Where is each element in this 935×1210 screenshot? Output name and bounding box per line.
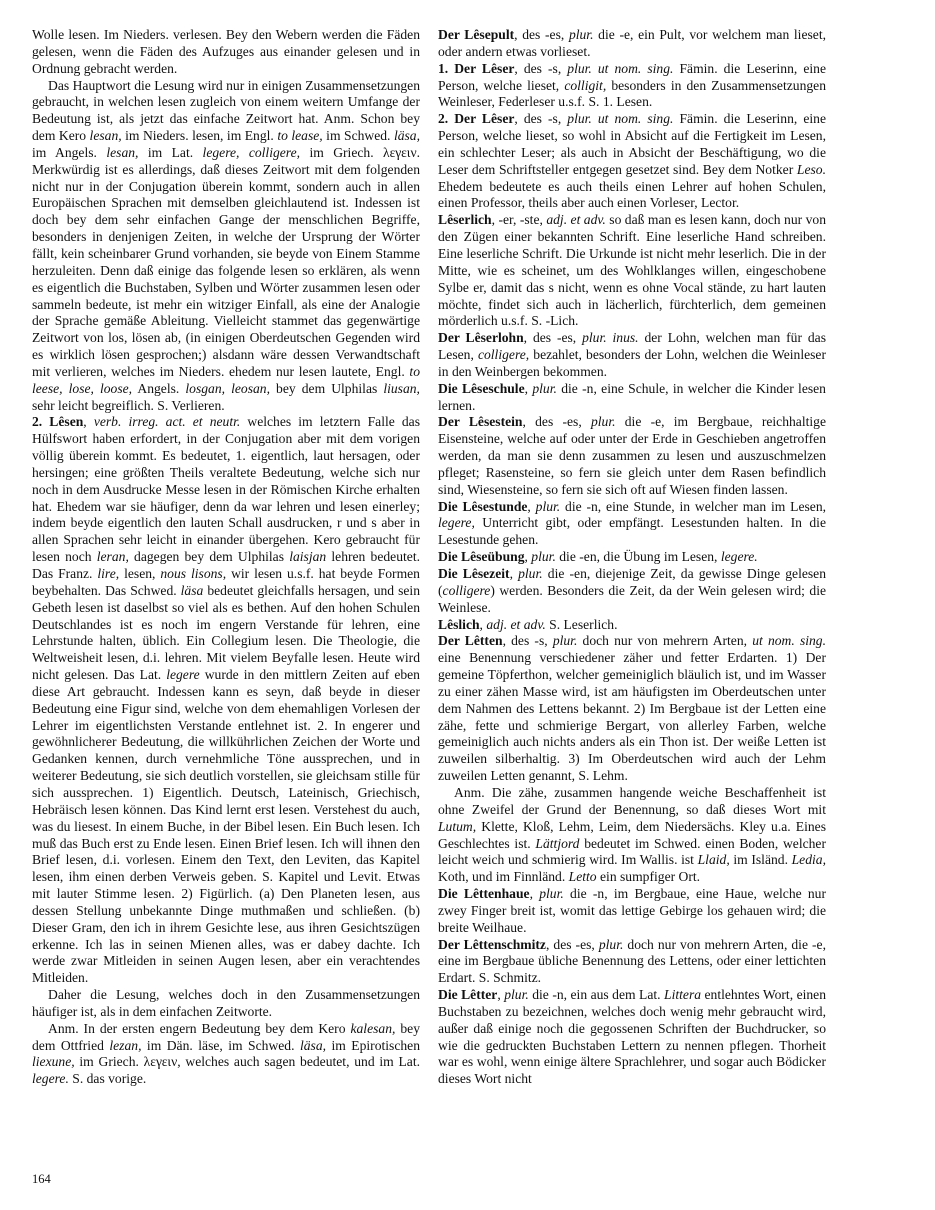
body-text: Ehedem bedeutete es auch theils einen Lehrer auf hohen Schulen, einen Professor, theils aber auch einen Vorleser, Lector.	[438, 178, 826, 211]
entry-headword: Die Lêttenhaue	[438, 886, 530, 902]
italic-text: kalesan,	[350, 1020, 396, 1036]
italic-text: liexune,	[32, 1054, 75, 1070]
italic-text: plur. inus.	[582, 330, 639, 346]
italic-text: adj. et adv.	[486, 616, 546, 632]
paragraph	[438, 381, 826, 415]
paragraph	[438, 212, 826, 330]
body-text: Anm. Die zähe, zusammen hangende weiche Beschaffenheit ist ohne Zweifel der Grund der Benennung, so daß dieses Wort mit	[438, 784, 826, 817]
body-text: sehr leicht begreiflich. S. Verlieren.	[32, 397, 225, 413]
paragraph	[438, 937, 826, 988]
paragraph	[438, 111, 826, 212]
italic-text: laisjan	[289, 549, 327, 565]
body-text: , des -es,	[545, 936, 599, 952]
italic-text: adj. et adv.	[546, 212, 606, 228]
italic-text: plur.	[539, 886, 564, 902]
body-text: die -n, im Bergbaue, eine Haue, welche nur zwey Finger breit ist, womit das lettige Gebirge los gehauen wird; die breite Weilhaue.	[438, 886, 827, 935]
italic-text: legere	[166, 667, 200, 683]
entry-headword: 1. Der Lêser	[438, 60, 515, 76]
italic-text: lire,	[97, 566, 120, 581]
body-text: , des -es,	[514, 27, 569, 42]
body-text: wir lesen u.s.f. hat beyde Formen beybehalten. Das Schwed.	[32, 566, 420, 598]
body-text: ,	[509, 566, 519, 581]
body-text: , des -s,	[514, 60, 568, 76]
entry-headword: Die Lêsestunde	[438, 498, 528, 514]
italic-text: losgan, leosan,	[185, 380, 270, 396]
paragraph	[438, 633, 826, 785]
body-text: im Epirotischen	[326, 1037, 421, 1053]
paragraph	[438, 330, 826, 381]
entry-headword: Lêslich	[438, 616, 480, 632]
entry-headword: Der Lêtten	[438, 633, 503, 649]
body-text: dagegen bey dem Ulphilas	[128, 549, 290, 565]
entry-headword: 2. Der Lêser	[438, 111, 515, 127]
paragraph	[32, 987, 420, 1021]
italic-text: lesan,	[89, 128, 122, 144]
paragraph	[438, 414, 826, 498]
italic-text: Ledia,	[791, 852, 826, 868]
body-text: bedeutet gleichfalls hersagen, und sein Gebeth lesen ist daselbst so viel als es bethen. Auf den hohen Schulen Deutschlandes ist es noch im engern Verstande für lehren, eine Lehrstunde halten, üblich. Ein Collegium lesen. Die Theologie, die Weltweisheit lesen, d.i. lehren. Mit vielem Beyfalle lesen. Heute wird nicht gelesen. Das Lat.	[32, 582, 420, 683]
right-column	[438, 27, 826, 1088]
body-text: ,	[527, 498, 536, 514]
paragraph	[438, 549, 826, 566]
italic-text: legere.	[32, 1071, 69, 1087]
body-text: ,	[524, 380, 533, 396]
body-text: entlehntes Wort, einen Buchstaben zu bezeichnen, welches doch wenig mehr gebraucht wird, außer daß einige noch die gegossenen Schriften der Buchdrucker, so wie die gedruckten Buchstaben Lettern zu nennen pflegen. Thorheit war es wohl, wenn einige ältere Sprachlehrer, und sogar auch Bödicker dieses Wort nicht	[438, 987, 827, 1087]
entry-headword: 2. Lêsen	[32, 414, 84, 430]
paragraph	[32, 1021, 420, 1088]
body-text: , des -s,	[514, 111, 568, 127]
italic-text: plur.	[535, 498, 561, 514]
paragraph	[32, 78, 420, 415]
body-text: bedeutet im Schwed. einen Boden, welcher leicht weich und schmierig wird. Im Wallis. ist	[438, 835, 826, 868]
body-text: ,	[479, 616, 487, 632]
body-text: die -en, die Übung im Lesen,	[555, 549, 721, 565]
italic-text: legere.	[720, 549, 758, 565]
body-text: Das Hauptwort die Lesung wird nur in einigen Zusammensetzungen gebraucht, in welchen lesen zugleich von einem weitern Umfange der Bedeutung ist, als jetzt das einfache Zeitwort hat. Anm. Schon bey dem Kero	[32, 77, 420, 144]
body-text: ein sumpfiger Ort.	[596, 869, 701, 885]
body-text: bezahlet, besonders der Lohn, welchen die Weinleser in den Weinbergen bekommen.	[438, 347, 826, 379]
italic-text: läsa,	[393, 128, 420, 144]
body-text: S. das vorige.	[68, 1071, 147, 1087]
body-text: ,	[524, 549, 532, 565]
italic-text: nous lisons,	[160, 566, 227, 581]
body-text: wurde in den mittlern Zeiten auf eben diese Art gebraucht. Indessen kann es seyn, daß beyde in dieser Bedeutung eine Figur sind, welche von dem ehemahligen Vorlesen der Lehrer im eigentlichsten Verstande entlehnet ist. 2. In engerer und gewöhnlicherer Bedeutung, die willkührlichen Zeichen der Worte und Gedanken kennen, durch vernehmliche Töne aussprechen, und in weiterer Bedeutung, sie sich deutlich vorstellen, sie gleichsam stille für sich aussprechen. 1) Eigentlich. Deutsch, Lateinisch, Griechisch, Hebräisch lesen können. Das Kind lernt erst lesen. Verstehest du auch, was du liesest. In einem Buche, in der Bibel lesen. Ein Buch lesen. Ich muß das Buch erst zu Ende lesen. Einen Brief lesen. Ich will ihnen den Brief lesen, d.i. vorlesen. Einem den Text, den Leviten, das Kapitel lesen, ihm einen derben Verweis geben. S. Kapitel und Levit. Etwas mit lauter Stimme lesen. 2) Figürlich. (a) Den Planeten lesen, aus dessen Stellung unbekannte Dinge muthmaßen und schließen. (b) Dieser Gram, den ich in ihrem Gesichte lese, aus ihren Gesichtszügen erkenne. Ich las in seinen Mienen alles, was er dabey dachte. Ich werde zwar Mitleiden in seinen Augen lesen, aber ein verachtendes Mitleiden.	[32, 667, 420, 986]
italic-text: Lutum,	[438, 818, 477, 834]
italic-text: plur.	[518, 566, 543, 581]
body-text: die -en, diejenige Zeit, da gewisse Dinge gelesen (	[438, 566, 827, 598]
body-text: bey dem Ulphilas	[269, 380, 384, 396]
page-number: 164	[32, 1172, 51, 1186]
body-text: im Lat.	[138, 144, 203, 160]
body-text: die -n, ein aus dem Lat.	[528, 987, 665, 1003]
entry-headword: Lêserlich	[438, 212, 492, 228]
body-text: die -e, ein Pult, vor welchem man lieset, oder andern etwas vorlieset.	[438, 27, 826, 59]
body-text: , -er, -ste,	[491, 212, 547, 228]
italic-text: Leso.	[796, 161, 826, 177]
italic-text: colligere,	[477, 347, 530, 363]
body-text: Klette, Kloß, Lehm, Leim, dem Niedersächs. Kley u.a. Eines Geschlechtes ist.	[438, 818, 826, 851]
body-text: im Isländ.	[729, 852, 792, 868]
entry-headword: Der Lêsestein	[438, 414, 523, 430]
italic-text: plur.	[568, 27, 594, 42]
italic-text: Llaid,	[697, 852, 730, 868]
italic-text: plur.	[552, 633, 578, 649]
body-text: Fämin. die Leserinn, eine Person, welche lieset,	[438, 60, 826, 93]
italic-text: colligit,	[564, 77, 607, 93]
body-text: Unterricht gibt, oder empfängt. Lesestunden halten. In die Lesestunde gehen.	[438, 515, 826, 548]
body-text: , des -es,	[522, 414, 591, 430]
body-text: ,	[83, 414, 94, 430]
body-text: im Angels.	[32, 144, 107, 160]
italic-text: legere, colligere,	[202, 144, 301, 160]
body-text: ,	[497, 987, 505, 1003]
body-text: im Griech. λεγειν. Merkwürdig ist es allerdings, daß dieses Zeitwort mit dem folgenden nicht nur in der Conjugation überein kommt, sondern auch in allen Europäischen Sprachen mit demselben gleichlautend ist. Indessen ist doch bey dem sehr einfachen Gange der menschlichen Begriffe, besonders in denjenigen Zeiten, in welche der Ursprung der Wörter fällt, kein scheinbarer Grund vorhanden, sie beyde von Einem Stamme herzuleiten. Denn daß einige das folgende lesen so erklären, als wenn es eigentlich die Buchstaben, Sylben und Wörter zusammen lesen oder sammeln bedeute, ist mehr ein witziger Einfall, als eine der Analogie der Sprache gemäße Ableitung. Vielleicht stammet das gegenwärtige Zeitwort von los, lösen ab, (in einigen Oberdeutschen Gegenden wird es wirklich lösen gesprochen;) alsdann wäre dessen Verwandtschaft mit verlieren, welches im Nieders. ehedem nur lesen lautete, Engl.	[32, 144, 420, 379]
italic-text: läsa	[180, 582, 204, 598]
paragraph	[438, 785, 826, 886]
paragraph	[438, 987, 826, 1088]
italic-text: ut nom. sing.	[752, 633, 826, 649]
italic-text: plur.	[504, 987, 529, 1003]
paragraph	[438, 566, 826, 617]
body-text: Koth, und im Finnländ.	[438, 869, 569, 885]
italic-text: plur.	[531, 549, 556, 565]
entry-headword: Der Lêttenschmitz	[438, 936, 546, 952]
body-text: die -e, im Bergbaue, reichhaltige Eisensteine, welche auf oder unter der Erde in Geschieben angetroffen werden, da man sie denn zusammen zu lesen und auszuschmelzen pfleget; Rasensteine, so fern sie gleich unter dem Rasen befindlich sind, Wiesensteine, so fern sie sich oft auf Wiesen finden lassen.	[438, 414, 826, 497]
body-text: ,	[529, 886, 540, 902]
italic-text: leran,	[96, 549, 129, 565]
entry-headword: Die Lêseübung	[438, 549, 525, 565]
body-text: lesen,	[119, 566, 161, 581]
body-text: eine Benennung verschiedener zäher und fetter Erdarten. 1) Der gemeine Töpferthon, welcher gemeiniglich bläulich ist, und im Wasser zu einer zähen Masse wird, ist am häufigsten im Oberdeutschen unter dem Nahmen des Lettens bekannt. 2) Im Bergbaue ist der Letten eine zähe, fette und schmierige Bergart, von allerley Farben, welche gemeiniglich auch nichts anders als ein Thon ist. Der weiße Letten ist zuweilen silberhaltig. 3) Im Oberdeutschen wird auch der Lehm zuweilen Letten genannt, S. Lehm.	[438, 650, 826, 784]
paragraph	[32, 27, 420, 78]
italic-text: plur.	[598, 936, 624, 952]
body-text: lehren bedeutet. Das Franz.	[32, 549, 420, 581]
body-text: bey dem Ottfried	[32, 1020, 420, 1053]
entry-headword: Die Lêsezeit	[438, 566, 510, 581]
italic-text: verb. irreg. act. et neutr.	[93, 414, 241, 430]
paragraph	[438, 61, 826, 112]
paragraph	[32, 414, 420, 987]
left-column	[32, 27, 420, 1088]
italic-text: to leese, lose, loose,	[32, 363, 420, 396]
italic-text: Lättjord	[535, 835, 580, 851]
paragraph	[438, 499, 826, 550]
body-text: im Dän. läse, im Schwed.	[141, 1037, 300, 1053]
body-text: im Griech. λεγειν, welches auch sagen bedeutet, und im Lat.	[74, 1054, 420, 1070]
body-text: Fämin. die Leserinn, eine Person, welche lieset, so wohl in Absicht auf die Fertigkeit im Lesen, ein schlechter Leser; als auch in Absicht der Beschäftigung, wo die Leser dem Schriftsteller entgegen gesetzet sind. Bey dem Notker	[438, 111, 826, 177]
italic-text: plur.	[532, 380, 557, 396]
body-text: im Schwed.	[322, 128, 394, 144]
body-text: so daß man es lesen kann, doch nur von den Zügen einer bekannten Schrift. Eine leserliche Hand schreiben. Eine leserliche Schrift. Die Urkunde ist nicht mehr leserlich. Die in der Mitte, wie es scheinet, um des Wohlklanges willen, eingeschobene Sylbe er, damit das s nicht, wenn es ohne Vocal stände, zu hart lauten möchte, findet sich auch in lächerlich, fürchterlich, dem gemeinen mörderlich u.s.f. S. -Lich.	[438, 212, 826, 329]
entry-headword: Der Lêserlohn	[438, 330, 524, 346]
body-text: besonders in den Zusammensetzungen Weinleser, Federleser u.s.f. S. 1. Lesen.	[438, 77, 826, 110]
paragraph	[438, 27, 826, 61]
paragraph	[438, 886, 826, 937]
body-text: Anm. In der ersten engern Bedeutung bey dem Kero	[48, 1020, 351, 1036]
italic-text: Letto	[568, 869, 597, 885]
body-text: Wolle lesen. Im Nieders. verlesen. Bey den Webern werden die Fäden gelesen, wenn die Fäden des Aufzuges aus einander gelesen und in Ordnung gebracht werden.	[32, 27, 420, 76]
italic-text: lezan,	[109, 1037, 142, 1053]
body-text: im Nieders. lesen, im Engl.	[121, 128, 278, 144]
italic-text: to lease,	[277, 128, 323, 144]
italic-text: colligere	[442, 582, 491, 598]
italic-text: läsa,	[299, 1037, 327, 1053]
body-text: doch nur von mehrern Arten,	[577, 633, 753, 649]
italic-text: liusan,	[383, 380, 420, 396]
body-text: der Lohn, welchen man für das Lesen,	[438, 330, 826, 363]
paragraph	[438, 617, 826, 634]
body-text: , des -es,	[523, 330, 583, 346]
italic-text: plur. ut nom. sing.	[567, 60, 674, 76]
body-text: S. Leserlich.	[545, 616, 618, 632]
italic-text: legere,	[438, 515, 475, 531]
italic-text: plur.	[590, 414, 616, 430]
body-text: die -n, eine Schule, in welcher die Kinder lesen lernen.	[438, 380, 826, 413]
body-text: Angels.	[132, 380, 186, 396]
body-text: welches im letztern Falle das Hülfswort haben erfordert, in der Conjugation aber mit dem vorigen völlig überein kommt. Es bedeutet, 1. eigentlich, laut hersagen, oder hersingen; eine größten Theils veraltete Bedeutung, welche sich nur noch in dem Ausdrucke Messe lesen in der Römischen Kirche erhalten hat. Ehedem war sie häufiger, denn da war lehren und lesen einerley; indem beyde eigentlich den lauten Schall ausdrucken, r und s aber in allen Sprachen sehr leicht in einander übergehen. Kero gebraucht für lesen noch	[32, 414, 421, 565]
italic-text: plur. ut nom. sing.	[567, 111, 674, 127]
body-text: ) werden. Besonders die Zeit, da der Wein gelesen wird; die Weinlese.	[438, 582, 826, 615]
body-text: , des -s,	[502, 633, 553, 649]
body-text: Daher die Lesung, welches doch in den Zusammensetzungen häufiger ist, als in dem einfachen Zeitworte.	[32, 987, 420, 1019]
italic-text: lesan,	[106, 144, 139, 160]
entry-headword: Die Lêseschule	[438, 380, 525, 396]
body-text: doch nur von mehrern Arten, die -e, eine im Bergbaue übliche Benennung des Lettens, oder einer lettichten Erdart. S. Schmitz.	[438, 936, 826, 986]
entry-headword: Die Lêtter	[438, 987, 498, 1003]
italic-text: Littera	[664, 987, 702, 1003]
entry-headword: Der Lêsepult	[438, 27, 515, 42]
body-text: die -n, eine Stunde, in welcher man im Lesen,	[560, 498, 827, 514]
